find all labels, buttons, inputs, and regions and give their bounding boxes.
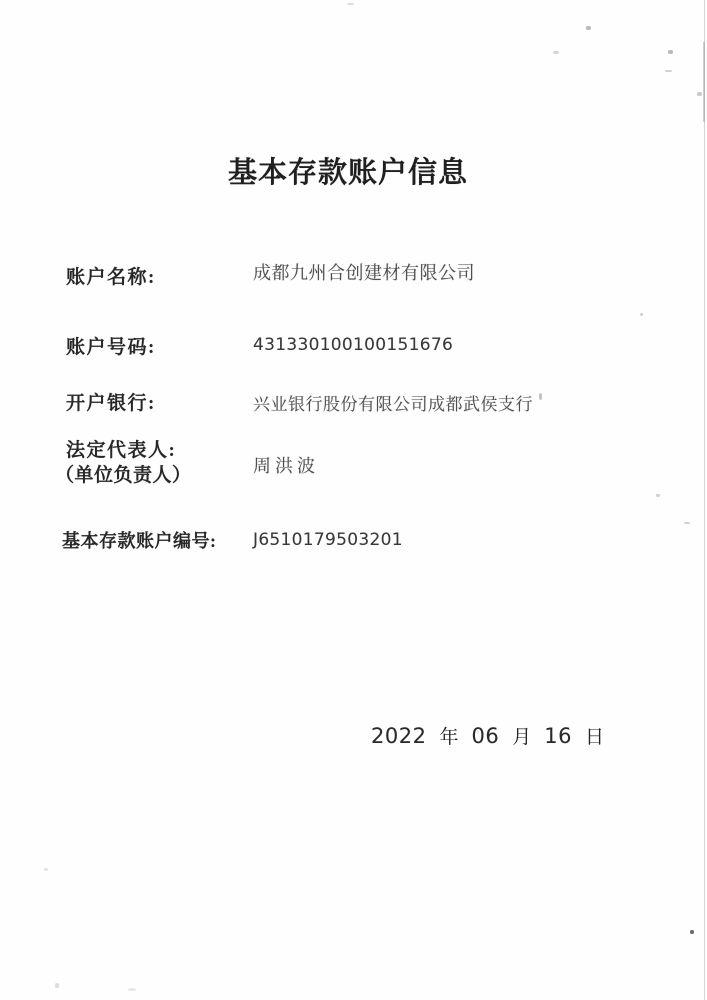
scan-speck bbox=[697, 92, 702, 96]
page-title: 基本存款账户信息 bbox=[228, 157, 469, 189]
scan-speck bbox=[347, 3, 354, 5]
page-edge-line-dark bbox=[703, 42, 705, 122]
page-edge-line bbox=[704, 0, 705, 1000]
date-day: 16 bbox=[544, 724, 572, 748]
field-label-legal-rep: 法定代表人: bbox=[66, 440, 177, 461]
field-label-account-number: 账户号码: bbox=[66, 337, 156, 358]
date-month-unit: 月 bbox=[512, 727, 532, 748]
scan-speck bbox=[55, 983, 59, 988]
scan-speck bbox=[665, 70, 672, 72]
scan-speck bbox=[44, 868, 48, 871]
field-label-account-id: 基本存款账户编号: bbox=[62, 531, 217, 551]
scan-speck bbox=[553, 51, 559, 54]
scan-speck bbox=[684, 522, 690, 524]
date-year-unit: 年 bbox=[439, 727, 459, 748]
scan-speck bbox=[656, 494, 660, 497]
field-value-legal-rep: 周洪波 bbox=[253, 456, 319, 476]
scan-speck bbox=[128, 988, 136, 991]
date-line bbox=[371, 722, 604, 749]
field-value-account-id: J6510179503201 bbox=[253, 530, 403, 550]
field-value-bank: 兴业银行股份有限公司成都武侯支行 bbox=[253, 395, 533, 414]
date-year: 2022 bbox=[371, 724, 427, 748]
scan-speck bbox=[539, 393, 542, 400]
scan-speck bbox=[690, 930, 694, 934]
field-sublabel-legal-rep: （单位负责人） bbox=[55, 465, 192, 486]
date-day-unit: 日 bbox=[584, 727, 604, 748]
field-value-account-number: 431330100100151676 bbox=[253, 335, 454, 355]
field-label-account-name: 账户名称: bbox=[66, 267, 156, 288]
field-label-bank: 开户银行: bbox=[66, 393, 156, 414]
scan-speck bbox=[668, 50, 673, 54]
date-month: 06 bbox=[471, 724, 500, 748]
scan-speck bbox=[640, 313, 643, 316]
field-value-account-name: 成都九州合创建材有限公司 bbox=[253, 263, 475, 283]
scan-speck bbox=[586, 26, 591, 30]
